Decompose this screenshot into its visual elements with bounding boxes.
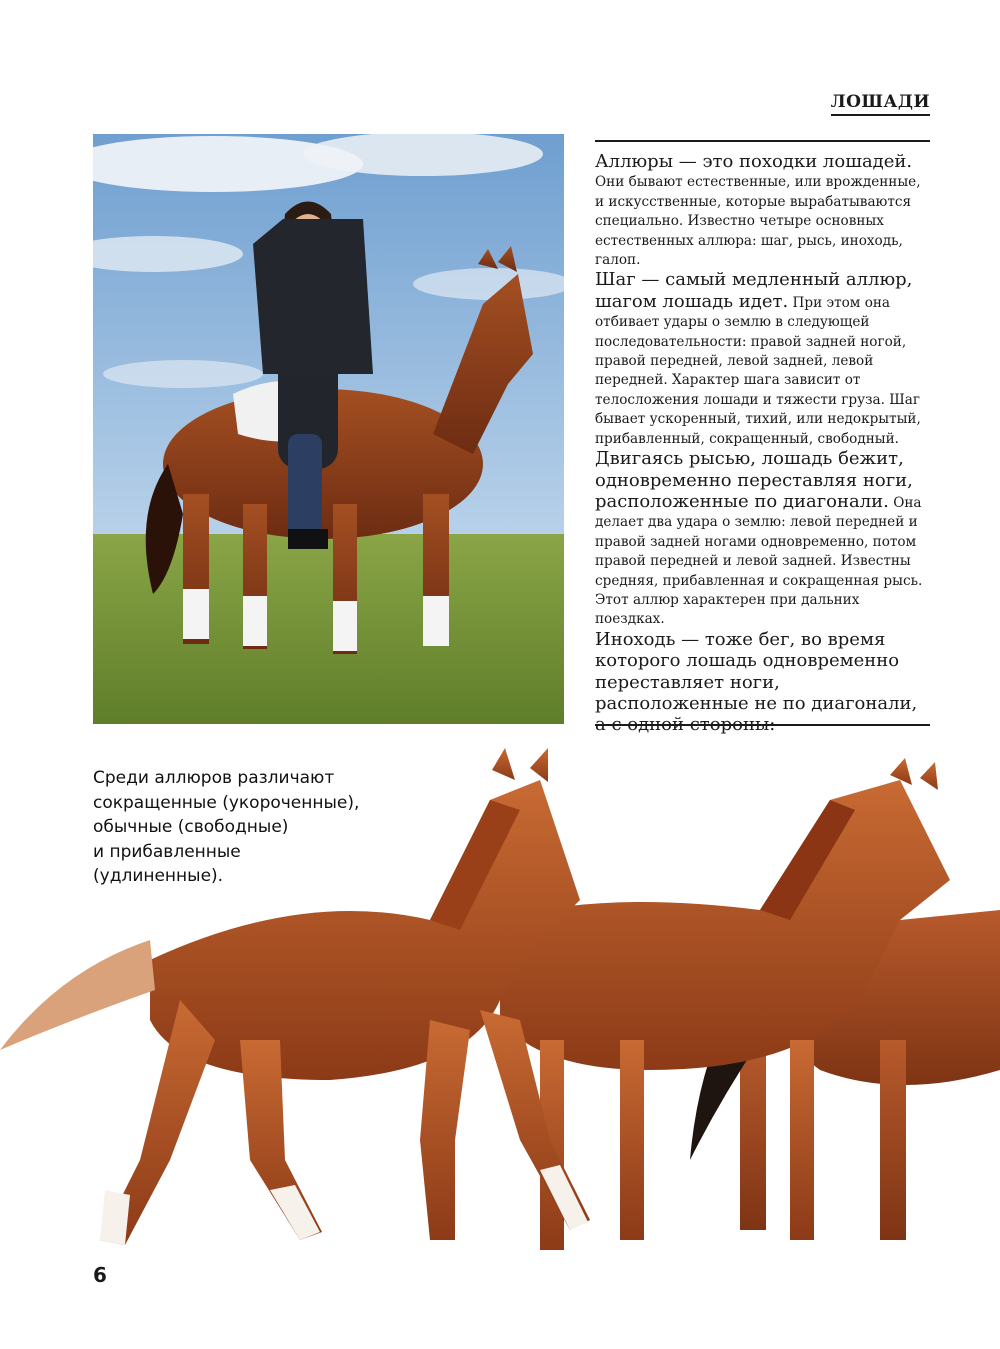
page-number: 6: [93, 1263, 107, 1287]
paragraph-lead: Шаг — самый медленный аллюр, шагом лошадь идет.: [595, 269, 913, 312]
top-rule: [595, 140, 930, 142]
article-paragraph: [595, 270, 933, 449]
paragraph-lead: Двигаясь рысью, лошадь бежит, одновременно переставляя ноги, расположенные по диагонали.: [595, 448, 913, 512]
paragraph-body: При этом она отбивает удары о землю в следующей последовательности: правой задней ногой, правой передней, левой задней, левой передней. Характер шага зависит от телосложения лошади и тяжести груза. Шаг бывает ускоренный, тихий, или недокрытый, прибавленный, сокращенный, свободный.: [595, 294, 921, 447]
section-title: ЛОШАДИ: [831, 92, 930, 116]
caption-line: и прибавленные: [93, 841, 241, 862]
article-text: [595, 152, 933, 737]
caption-line: обычные (свободные): [93, 817, 289, 837]
article-paragraph: [595, 152, 933, 270]
article-paragraph: [595, 630, 933, 737]
article-paragraph: [595, 449, 933, 630]
paragraph-lead: Иноходь — тоже бег, во время которого лошадь одновременно переставляет ноги, расположенные не по диагонали, а с одной стороны:: [595, 628, 918, 736]
paragraph-body: Они бывают естественные, или врожденные, и искусственные, которые вырабатываются специально. Известно четыре основных естественных аллюра: шаг, рысь, иноходь, галоп.: [595, 174, 921, 269]
paragraph-lead: Аллюры — это походки лошадей.: [595, 151, 913, 172]
caption-line: сокращенные (укороченные),: [93, 792, 360, 813]
caption-line: Среди аллюров различают: [93, 768, 335, 788]
rider-on-horse-photo: [93, 134, 564, 724]
photo-caption: [93, 766, 373, 889]
caption-line: (удлиненные).: [93, 866, 224, 886]
paragraph-body: Она делает два удара о землю: левой передней и правой задней ногами одновременно, потом правой передней и левой задней. Известны средняя, прибавленная и сокращенная рысь. Этот аллюр характерен при дальних поездках.: [595, 494, 923, 628]
bottom-rule: [595, 724, 930, 726]
